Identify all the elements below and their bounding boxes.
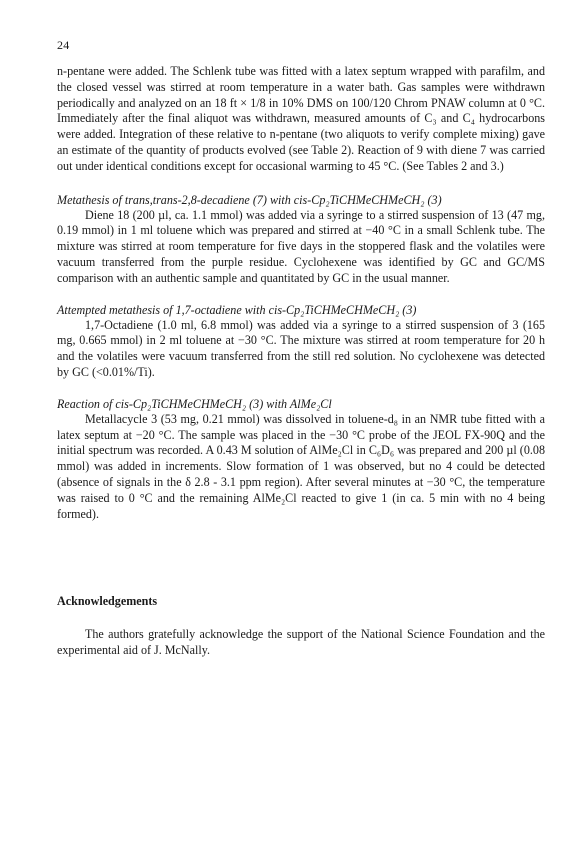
- intro-paragraph: n-pentane were added. The Schlenk tube was fitted with a latex septum wrapped with parafilm, and the closed vessel was stirred at room temperature in a water bath. Gas samples were withdrawn periodically and analyzed on an 18 ft × 1/8 in 10% DMS on 100/120 Chrom PNAW column at 0 °C. Immediately after the final aliquot was withdrawn, measured amounts of C₃ and C₄ hydrocarbons were added. Integration of these relative to n-pentane (two aliquots to verify complete mixing) gave an estimate of the quantity of products evolved (see Table 2). Reaction of 9 with diene 7 was carried out under identical conditions except for occasional warming to 45 °C. (See Tables 2 and 3.): [57, 64, 545, 173]
- section-body-reaction-almecl: Metallacycle 3 (53 mg, 0.21 mmol) was dissolved in toluene-d₈ in an NMR tube fitted with a latex septum at −20 °C. The sample was placed in the −30 °C probe of the JEOL FX-90Q and the initial spectrum was recorded. A 0.43 M solution of AlMe₂Cl in C₆D₆ was prepared and 200 µl (0.08 mmol) was added in increments. Slow formation of 1 was observed, but no 4 could be detected (absence of signals in the δ 2.8 - 3.1 ppm region). After several minutes at −30 °C, the temperature was raised to 0 °C and the remaining AlMe₂Cl reacted to give 1 (in ca. 5 min with no 4 being formed).: [57, 411, 545, 521]
- page-number: 24: [57, 38, 70, 52]
- section-body-attempted-metathesis: 1,7-Octadiene (1.0 ml, 6.8 mmol) was added via a syringe to a stirred suspension of 3 (165 mg, 0.665 mmol) in 2 ml toluene at −30 °C. The mixture was stirred at room temperature for 20 h and the volatiles were vacuum transferred from the still red solution. No cyclohexene was detected by GC (<0.01%/Ti).: [57, 317, 545, 379]
- section-heading-metathesis-decadiene: Metathesis of trans,trans-2,8-decadiene (7) with cis-Cp₂TiCHMeCHMeCH₂ (3): [57, 192, 442, 207]
- acknowledgements-heading: Acknowledgements: [57, 594, 158, 609]
- section-body-metathesis-decadiene: Diene 18 (200 µl, ca. 1.1 mmol) was added via a syringe to a stirred suspension of 13 (47 mg, 0.19 mmol) in 1 ml toluene which was prepared and stirred at −40 °C in a small Schlenk tube. The mixture was stirred at room temperature for five days in the stoppered flask and the volatiles were vacuum transferred from the purple residue. Cyclohexene was identified by GC and GC/MS comparison with an authentic sample and quantitated by GC in the usual manner.: [57, 207, 545, 285]
- section-heading-attempted-metathesis: Attempted metathesis of 1,7-octadiene with cis-Cp₂TiCHMeCHMeCH₂ (3): [57, 302, 417, 317]
- section-heading-reaction-almecl: Reaction of cis-Cp₂TiCHMeCHMeCH₂ (3) with AlMe₂Cl: [57, 396, 332, 411]
- page-body: [57, 64, 545, 659]
- acknowledgements-body: The authors gratefully acknowledge the support of the National Science Foundation and the experimental aid of J. McNally.: [57, 627, 545, 657]
